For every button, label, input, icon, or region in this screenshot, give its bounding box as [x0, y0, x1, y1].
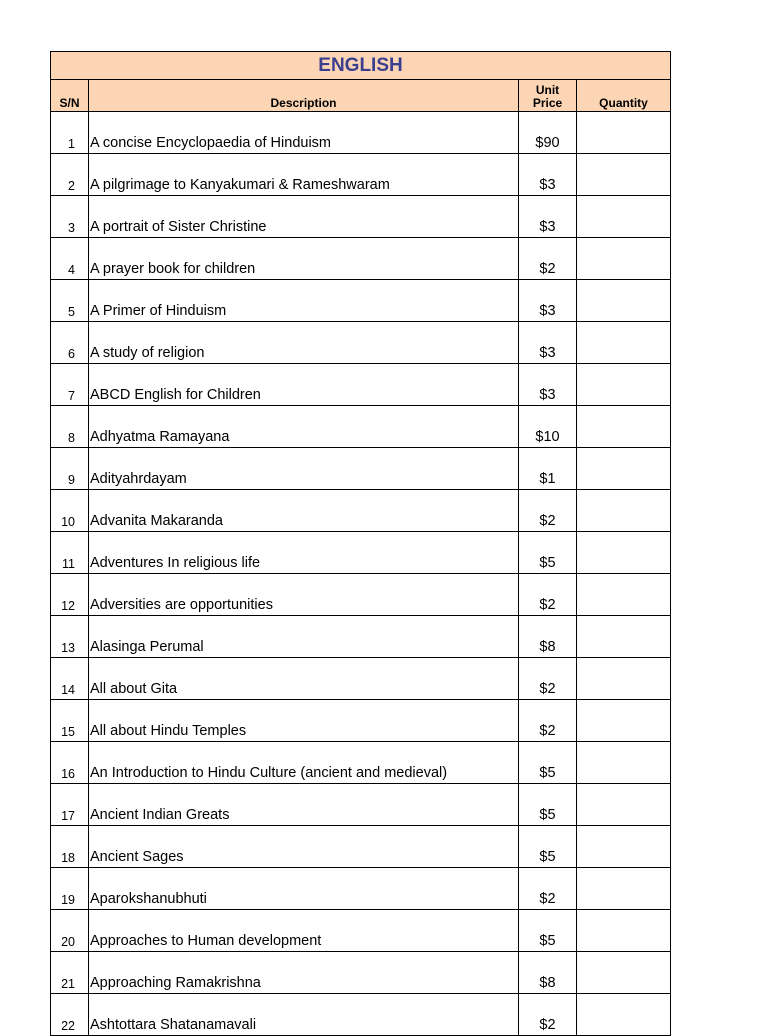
table-row — [51, 910, 671, 952]
row-quantity-cell[interactable] — [577, 616, 671, 658]
row-sn-cell: 1 — [51, 112, 89, 154]
row-description-cell: All about Gita — [89, 658, 519, 700]
row-quantity-cell[interactable] — [577, 448, 671, 490]
row-price-cell: $8 — [519, 616, 577, 658]
row-price-cell: $10 — [519, 406, 577, 448]
row-price-cell: $5 — [519, 532, 577, 574]
row-description-cell: Advanita Makaranda — [89, 490, 519, 532]
table-row — [51, 532, 671, 574]
row-quantity-cell[interactable] — [577, 280, 671, 322]
table-row — [51, 490, 671, 532]
table-row — [51, 364, 671, 406]
row-price-cell: $5 — [519, 742, 577, 784]
row-sn-cell: 14 — [51, 658, 89, 700]
row-price-cell: $2 — [519, 490, 577, 532]
row-description-cell: Ashtottara Shatanamavali — [89, 994, 519, 1036]
table-row — [51, 784, 671, 826]
row-price-cell: $3 — [519, 154, 577, 196]
table-row — [51, 868, 671, 910]
row-sn-cell: 15 — [51, 700, 89, 742]
row-description-cell: Adventures In religious life — [89, 532, 519, 574]
row-quantity-cell[interactable] — [577, 910, 671, 952]
description-header: Description — [89, 80, 519, 112]
row-price-cell: $1 — [519, 448, 577, 490]
sheet-title: ENGLISH — [51, 52, 671, 80]
row-quantity-cell[interactable] — [577, 532, 671, 574]
row-price-cell: $3 — [519, 280, 577, 322]
row-description-cell: Ancient Indian Greats — [89, 784, 519, 826]
row-quantity-cell[interactable] — [577, 574, 671, 616]
row-description-cell: Alasinga Perumal — [89, 616, 519, 658]
table-row — [51, 238, 671, 280]
row-quantity-cell[interactable] — [577, 364, 671, 406]
row-description-cell: Aparokshanubhuti — [89, 868, 519, 910]
row-price-cell: $2 — [519, 868, 577, 910]
row-quantity-cell[interactable] — [577, 784, 671, 826]
row-quantity-cell[interactable] — [577, 742, 671, 784]
row-description-cell: Adversities are opportunities — [89, 574, 519, 616]
table-row — [51, 994, 671, 1036]
row-quantity-cell[interactable] — [577, 196, 671, 238]
row-price-cell: $90 — [519, 112, 577, 154]
row-quantity-cell[interactable] — [577, 406, 671, 448]
row-price-cell: $3 — [519, 196, 577, 238]
row-sn-cell: 8 — [51, 406, 89, 448]
row-description-cell: A concise Encyclopaedia of Hinduism — [89, 112, 519, 154]
table-row — [51, 616, 671, 658]
row-price-cell: $5 — [519, 784, 577, 826]
row-price-cell: $3 — [519, 364, 577, 406]
header-row — [51, 80, 671, 112]
row-price-cell: $2 — [519, 700, 577, 742]
row-quantity-cell[interactable] — [577, 658, 671, 700]
row-description-cell: Adhyatma Ramayana — [89, 406, 519, 448]
row-description-cell: Approaching Ramakrishna — [89, 952, 519, 994]
row-description-cell: Ancient Sages — [89, 826, 519, 868]
row-sn-cell: 18 — [51, 826, 89, 868]
table-row — [51, 826, 671, 868]
table-row — [51, 574, 671, 616]
row-sn-cell: 16 — [51, 742, 89, 784]
row-sn-cell: 21 — [51, 952, 89, 994]
quantity-header: Quantity — [577, 80, 671, 112]
row-price-cell: $2 — [519, 658, 577, 700]
row-price-cell: $5 — [519, 910, 577, 952]
table-row — [51, 154, 671, 196]
row-sn-cell: 2 — [51, 154, 89, 196]
row-quantity-cell[interactable] — [577, 238, 671, 280]
table-row — [51, 196, 671, 238]
unit-price-header-line2: Price — [532, 96, 563, 110]
price-list-sheet — [50, 51, 670, 1036]
row-sn-cell: 7 — [51, 364, 89, 406]
row-description-cell: A study of religion — [89, 322, 519, 364]
table-row — [51, 322, 671, 364]
row-quantity-cell[interactable] — [577, 154, 671, 196]
row-price-cell: $2 — [519, 238, 577, 280]
row-description-cell: Approaches to Human development — [89, 910, 519, 952]
row-sn-cell: 13 — [51, 616, 89, 658]
row-description-cell: A portrait of Sister Christine — [89, 196, 519, 238]
row-price-cell: $3 — [519, 322, 577, 364]
row-quantity-cell[interactable] — [577, 700, 671, 742]
row-quantity-cell[interactable] — [577, 994, 671, 1036]
unit-price-header-line1: Unit — [535, 83, 560, 97]
row-sn-cell: 6 — [51, 322, 89, 364]
row-description-cell: ABCD English for Children — [89, 364, 519, 406]
row-price-cell: $8 — [519, 952, 577, 994]
sn-header: S/N — [51, 80, 89, 112]
table-row — [51, 742, 671, 784]
row-sn-cell: 5 — [51, 280, 89, 322]
table-row — [51, 952, 671, 994]
row-description-cell: All about Hindu Temples — [89, 700, 519, 742]
row-quantity-cell[interactable] — [577, 322, 671, 364]
row-price-cell: $5 — [519, 826, 577, 868]
row-price-cell: $2 — [519, 994, 577, 1036]
table-row — [51, 658, 671, 700]
table-row — [51, 448, 671, 490]
table-row — [51, 112, 671, 154]
row-sn-cell: 9 — [51, 448, 89, 490]
row-description-cell: A prayer book for children — [89, 238, 519, 280]
row-sn-cell: 12 — [51, 574, 89, 616]
row-sn-cell: 4 — [51, 238, 89, 280]
row-sn-cell: 19 — [51, 868, 89, 910]
row-sn-cell: 17 — [51, 784, 89, 826]
row-sn-cell: 20 — [51, 910, 89, 952]
row-description-cell: Adityahrdayam — [89, 448, 519, 490]
price-list-table — [50, 51, 671, 1036]
row-quantity-cell[interactable] — [577, 826, 671, 868]
table-row — [51, 406, 671, 448]
row-quantity-cell[interactable] — [577, 868, 671, 910]
row-description-cell: An Introduction to Hindu Culture (ancient and medieval) — [89, 742, 519, 784]
row-sn-cell: 3 — [51, 196, 89, 238]
row-sn-cell: 10 — [51, 490, 89, 532]
title-row — [51, 52, 671, 80]
table-row — [51, 700, 671, 742]
row-sn-cell: 11 — [51, 532, 89, 574]
unit-price-header — [519, 80, 577, 112]
row-description-cell: A pilgrimage to Kanyakumari & Rameshwaram — [89, 154, 519, 196]
row-sn-cell: 22 — [51, 994, 89, 1036]
row-description-cell: A Primer of Hinduism — [89, 280, 519, 322]
row-quantity-cell[interactable] — [577, 490, 671, 532]
row-quantity-cell[interactable] — [577, 112, 671, 154]
row-price-cell: $2 — [519, 574, 577, 616]
row-quantity-cell[interactable] — [577, 952, 671, 994]
table-row — [51, 280, 671, 322]
